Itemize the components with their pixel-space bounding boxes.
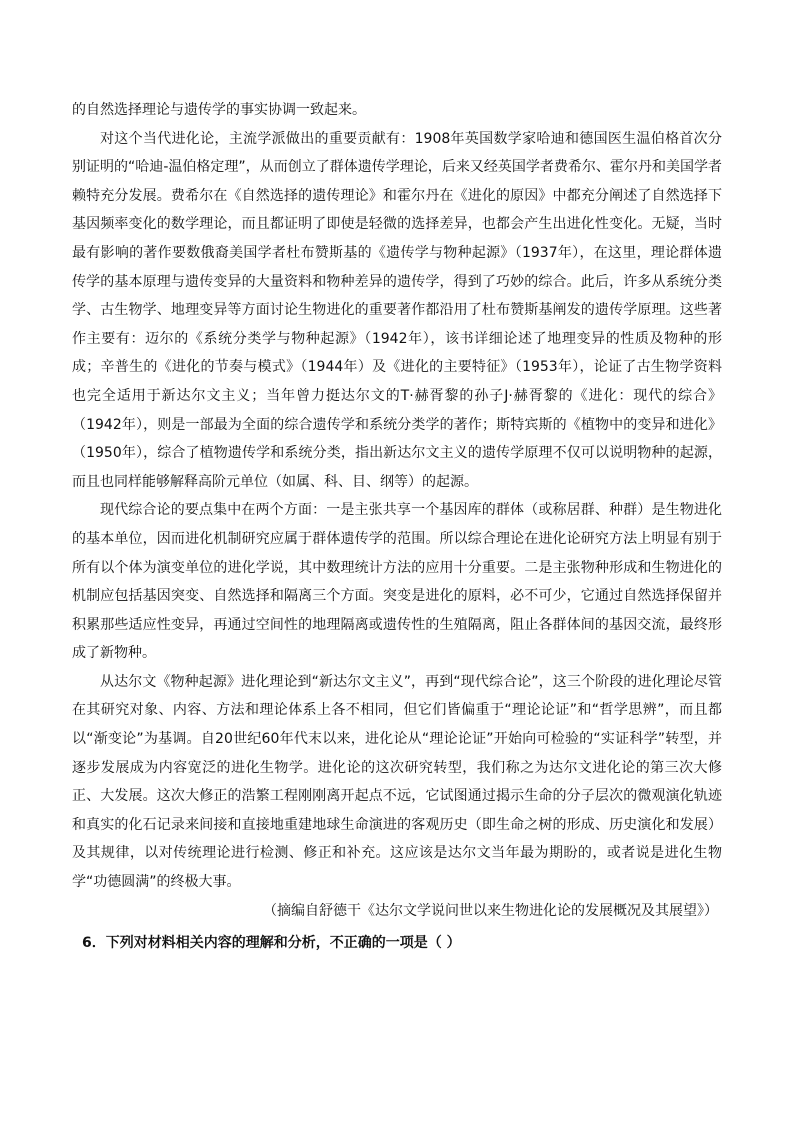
paragraph-continuation: 的自然选择理论与遗传学的事实协调一致起来。 [72,102,366,118]
article-body [72,96,722,958]
paragraph-contributions: 对这个当代进化论，主流学派做出的重要贡献有：1908年英国数学家哈迪和德国医生温伯格首次分别证明的“哈迪-温伯格定理”，从而创立了群体遗传学理论，后来又经英国学者费希尔、霍尔丹和美国学者赖特充分发展。费希尔在《自然选择的遗传理论》和霍尔丹在《进化的原因》中都充分阐述了自然选择下基因频率变化的数学理论，而且都证明了即使是轻微的选择差异，也都会产生出进化性变化。无疑，当时最有影响的著作要数俄裔美国学者杜布赞斯基的《遗传学与物种起源》（1937年），在这里，理论群体遗传学的基本原理与遗传变异的大量资料和物种差异的遗传学，得到了巧妙的综合。此后，许多从系统分类学、古生物学、地理变异等方面讨论生物进化的重要著作都沿用了杜布赞斯基阐发的遗传学原理。这些著作主要有：迈尔的《系统分类学与物种起源》（1942年），该书详细论述了地理变异的性质及物种的形成；辛普生的《进化的节奏与模式》（1944年）及《进化的主要特征》（1953年），论证了古生物学资料也完全适用于新达尔文主义；当年曾力挺达尔文的T·赫胥黎的孙子J·赫胥黎的《进化：现代的综合》（1942年），则是一部最为全面的综合遗传学和系统分类学的著作；斯特宾斯的《植物中的变异和进化》（1950年），综合了植物遗传学和系统分类，指出新达尔文主义的遗传学原理不仅可以说明物种的起源，而且也同样能够解释高阶元单位（如属、科、目、纲等）的起源。 [72,130,722,490]
source-citation: （摘编自舒德干《达尔文学说问世以来生物进化论的发展概况及其展望》） [263,902,718,919]
paragraph-synthesis-points: 现代综合论的要点集中在两个方面：一是主张共享一个基因库的群体（或称居群、种群）是生物进化的基本单位，因而进化机制研究应属于群体遗传学的范围。所以综合理论在进化论研究方法上明显有别于所有以个体为演变单位的进化学说，其中数理统计方法的应用十分重要。二是主张物种形成和生物进化的机制应包括基因突变、自然选择和隔离三个方面。突变是进化的原料，必不可少，它通过自然选择保留并积累那些适应性变异，再通过空间性的地理隔离或遗传性的生殖隔离，阻止各群体间的基因交流，最终形成了新物种。 [72,502,722,662]
question-6: 6．下列对材料相关内容的理解和分析，不正确的一项是（ ） [82,935,461,952]
paragraph-transformation: 从达尔文《物种起源》进化理论到“新达尔文主义”，再到“现代综合论”，这三个阶段的进化理论尽管在其研究对象、内容、方法和理论体系上各不相同，但它们皆偏重于“理论论证”和“哲学思辨”，而且都以“渐变论”为基调。自20世纪60年代末以来，进化论从“理论论证”开始向可检验的“实证科学”转型，并逐步发展成为内容宽泛的进化生物学。进化论的这次研究转型，我们称之为达尔文进化论的第三次大修正、大发展。这次大修正的浩繁工程刚刚离开起点不远，它试图通过揭示生命的分子层次的微观演化轨迹和真实的化石记录来间接和直接地重建地球生命演进的客观历史（即生命之树的形成、历史演化和发展）及其规律，以对传统理论进行检测、修正和补充。这应该是达尔文当年最为期盼的，或者说是进化生物学“功德圆满”的终极大事。 [72,673,722,891]
